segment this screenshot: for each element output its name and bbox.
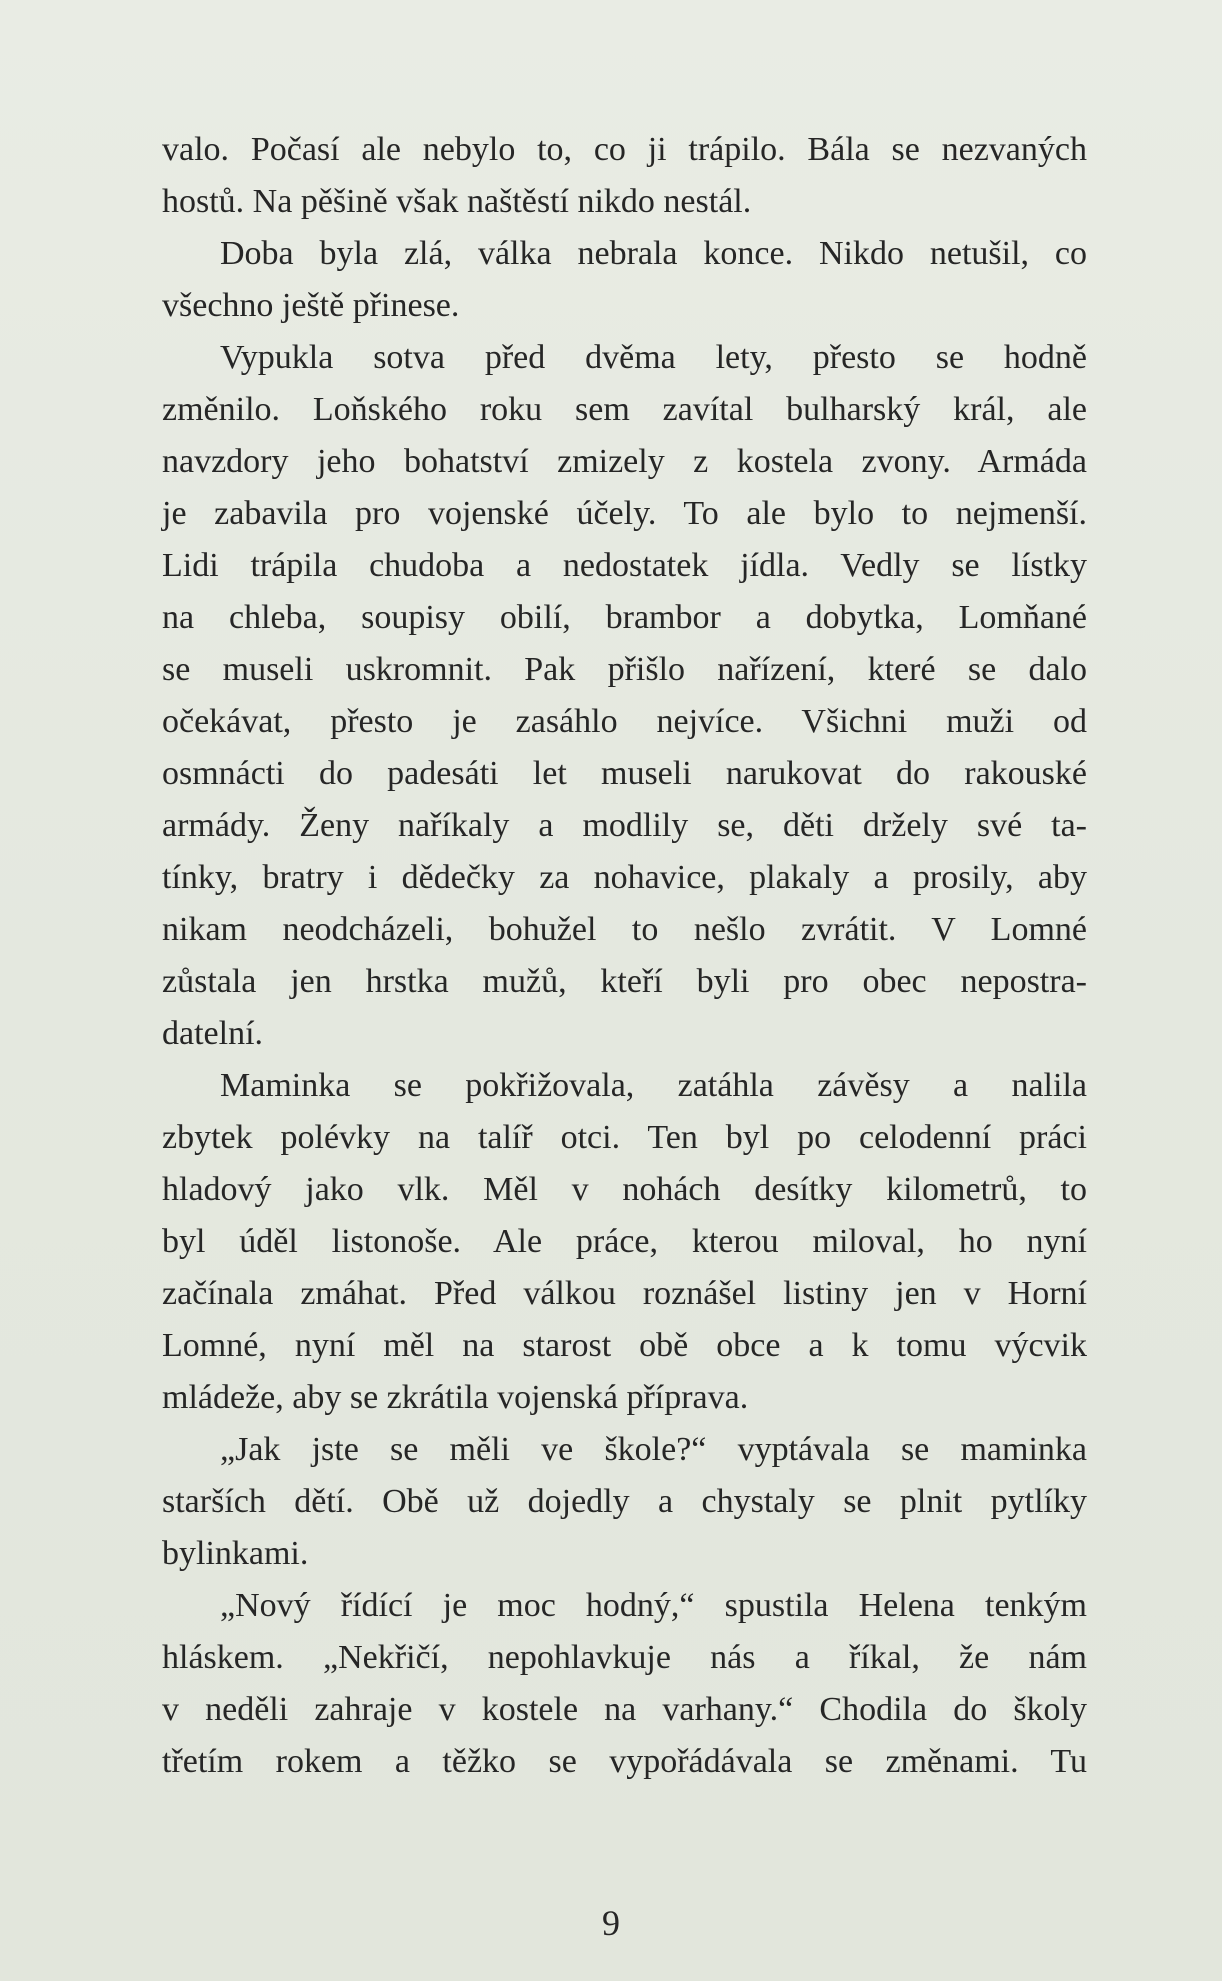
text-line: navzdory jeho bohatství zmizely z kostela zvony. Armáda [162,443,1087,480]
text-line: očekávat, přesto je zasáhlo nejvíce. Všichni muži od [162,703,1087,740]
text-line: začínala zmáhat. Před válkou roznášel listiny jen v Horní [162,1275,1087,1312]
text-line: mládeže, aby se zkrátila vojenská příprava. [162,1379,749,1416]
text-line: hláskem. „Nekřičí, nepohlavkuje nás a říkal, že nám [162,1639,1087,1676]
text-line: Maminka se pokřižovala, zatáhla závěsy a nalila [220,1067,1087,1104]
text-line: v neděli zahraje v kostele na varhany.“ Chodila do školy [162,1691,1087,1728]
text-line: Lidi trápila chudoba a nedostatek jídla. Vedly se lístky [162,547,1087,584]
text-line: Doba byla zlá, válka nebrala konce. Nikdo netušil, co [220,235,1087,272]
text-line: bylinkami. [162,1535,309,1572]
text-line: se museli uskromnit. Pak přišlo nařízení, které se dalo [162,651,1087,688]
text-line: zbytek polévky na talíř otci. Ten byl po celodenní práci [162,1119,1087,1156]
text-line: tínky, bratry i dědečky za nohavice, plakaly a prosily, aby [162,859,1087,896]
page-number: 9 [602,1903,620,1943]
text-line: na chleba, soupisy obilí, brambor a dobytka, Lomňané [162,599,1087,636]
text-line: „Nový řídící je moc hodný,“ spustila Helena tenkým [220,1587,1087,1624]
text-line: změnilo. Loňského roku sem zavítal bulharský král, ale [162,391,1087,428]
text-line: „Jak jste se měli ve škole?“ vyptávala se maminka [220,1431,1087,1468]
text-line: byl úděl listonoše. Ale práce, kterou miloval, ho nyní [162,1223,1087,1260]
text-line: všechno ještě přinese. [162,287,460,324]
text-line: hladový jako vlk. Měl v nohách desítky kilometrů, to [162,1171,1087,1208]
text-line: armády. Ženy naříkaly a modlily se, děti držely své ta- [162,807,1087,844]
text-line: osmnácti do padesáti let museli narukovat do rakouské [162,755,1087,792]
text-line: starších dětí. Obě už dojedly a chystaly se plnit pytlíky [162,1483,1087,1520]
text-line: Lomné, nyní měl na starost obě obce a k tomu výcvik [162,1327,1087,1364]
text-line: zůstala jen hrstka mužů, kteří byli pro obec nepostra- [162,963,1087,1000]
text-line: hostů. Na pěšině však naštěstí nikdo nestál. [162,183,752,220]
text-line: valo. Počasí ale nebylo to, co ji trápilo. Bála se nezvaných [162,131,1087,168]
text-line: Vypukla sotva před dvěma lety, přesto se hodně [220,339,1087,376]
text-line: třetím rokem a těžko se vypořádávala se změnami. Tu [162,1743,1087,1780]
text-line: datelní. [162,1015,264,1052]
text-line: je zabavila pro vojenské účely. To ale bylo to nejmenší. [162,495,1087,532]
text-line: nikam neodcházeli, bohužel to nešlo zvrátit. V Lomné [162,911,1087,948]
